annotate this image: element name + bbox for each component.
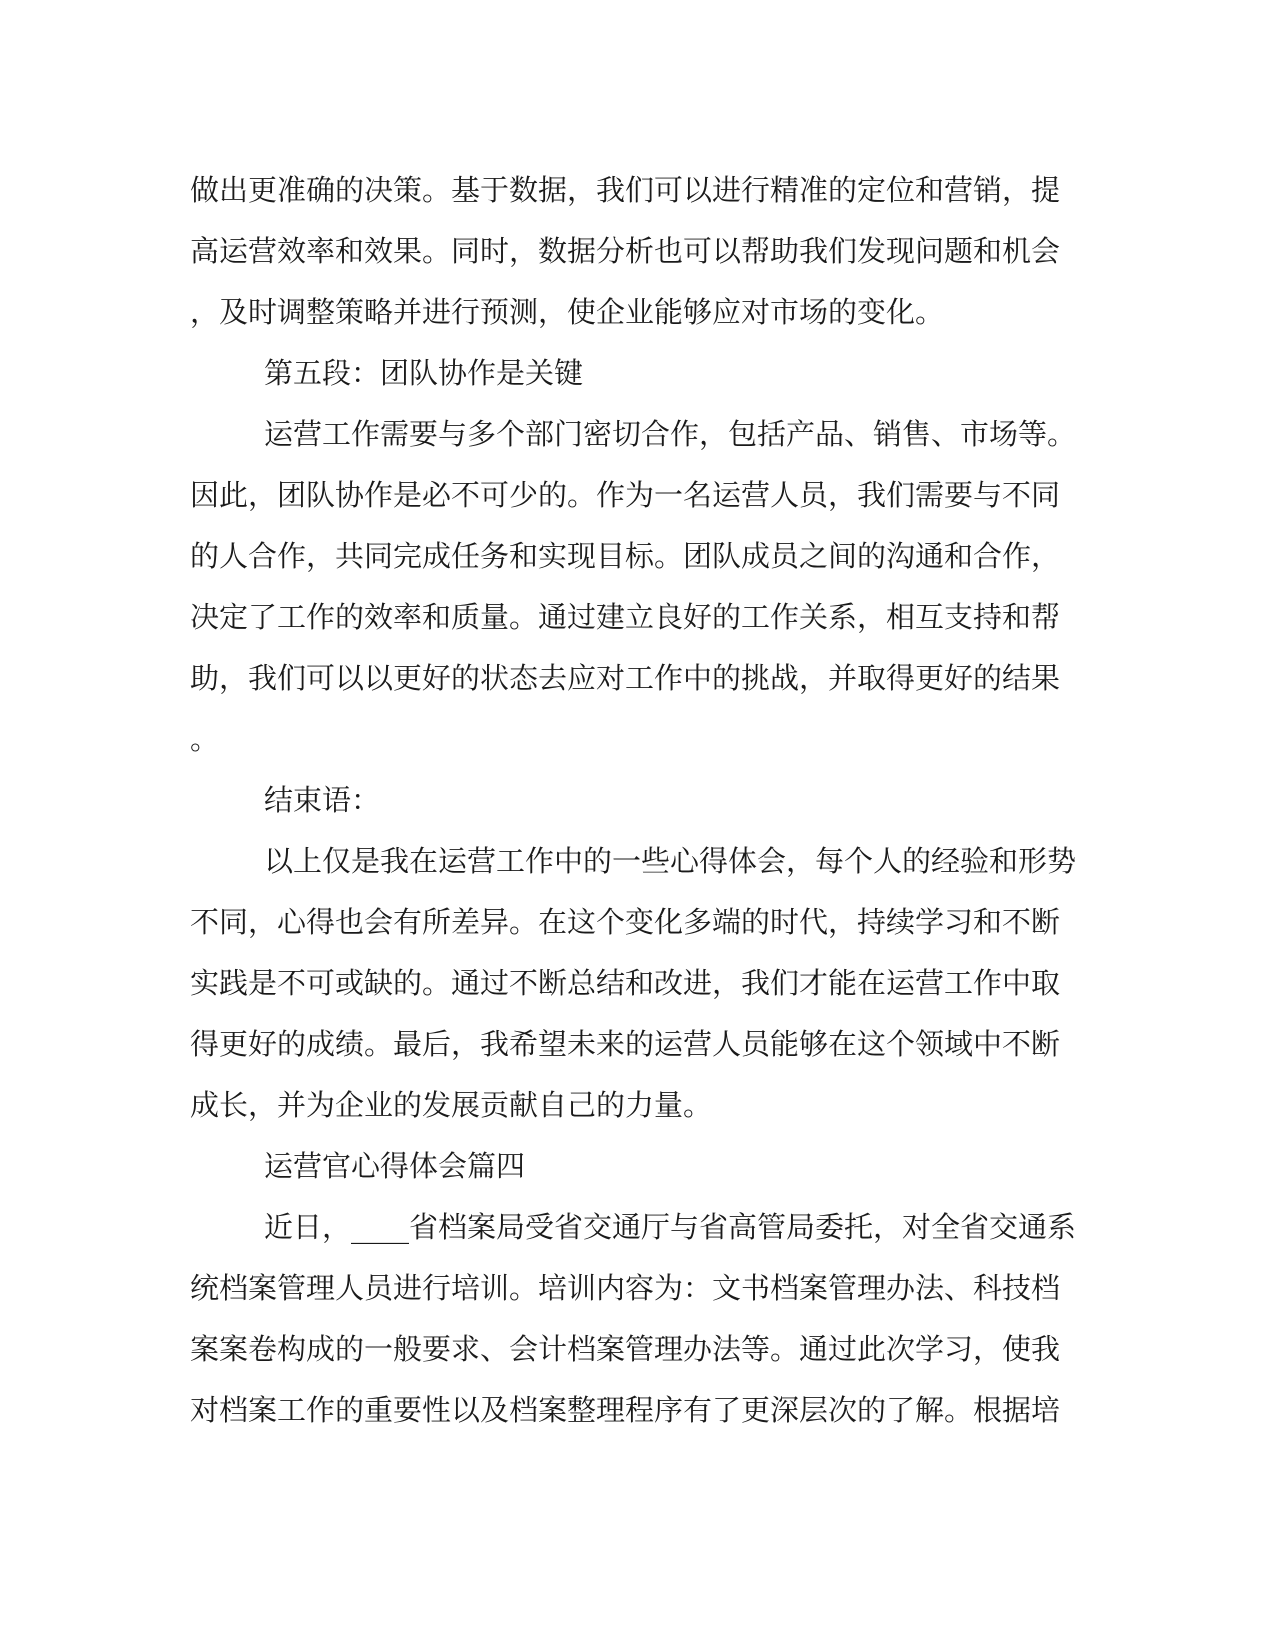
text-line: 得更好的成绩。最后，我希望未来的运营人员能够在这个领域中不断	[190, 1027, 1061, 1061]
text-line: 对档案工作的重要性以及档案整理程序有了更深层次的了解。根据培	[190, 1393, 1061, 1427]
text-line: 高运营效率和效果。同时，数据分析也可以帮助我们发现问题和机会	[190, 234, 1061, 268]
document-body	[190, 160, 1077, 1441]
text-line: 不同，心得也会有所差异。在这个变化多端的时代，持续学习和不断	[190, 905, 1061, 939]
text-line: ，及时调整策略并进行预测，使企业能够应对市场的变化。	[190, 295, 945, 329]
text-line: 的人合作，共同完成任务和实现目标。团队成员之间的沟通和合作，	[190, 539, 1061, 573]
text-line: 以上仅是我在运营工作中的一些心得体会，每个人的经验和形势	[264, 844, 1077, 878]
text-line: 助，我们可以以更好的状态去应对工作中的挑战，并取得更好的结果	[190, 661, 1061, 695]
text-line: 案案卷构成的一般要求、会计档案管理办法等。通过此次学习，使我	[190, 1332, 1061, 1366]
section-heading: 第五段：团队协作是关键	[264, 356, 584, 390]
section-heading: 结束语：	[264, 783, 381, 817]
text-line: 实践是不可或缺的。通过不断总结和改进，我们才能在运营工作中取	[190, 966, 1061, 1000]
text-line: 运营工作需要与多个部门密切合作，包括产品、销售、市场等。	[264, 417, 1077, 451]
section-heading: 运营官心得体会篇四	[264, 1149, 526, 1183]
text-line: 因此，团队协作是必不可少的。作为一名运营人员，我们需要与不同	[190, 478, 1061, 512]
text-line: 统档案管理人员进行培训。培训内容为：文书档案管理办法、科技档	[190, 1271, 1061, 1305]
text-line: 决定了工作的效率和质量。通过建立良好的工作关系，相互支持和帮	[190, 600, 1061, 634]
text-line: 。	[190, 722, 220, 756]
text-line: 做出更准确的决策。基于数据，我们可以进行精准的定位和营销，提	[190, 173, 1061, 207]
text-line: 成长，并为企业的发展贡献自己的力量。	[190, 1088, 713, 1122]
text-line: 近日，____省档案局受省交通厅与省高管局委托，对全省交通系	[264, 1210, 1077, 1244]
